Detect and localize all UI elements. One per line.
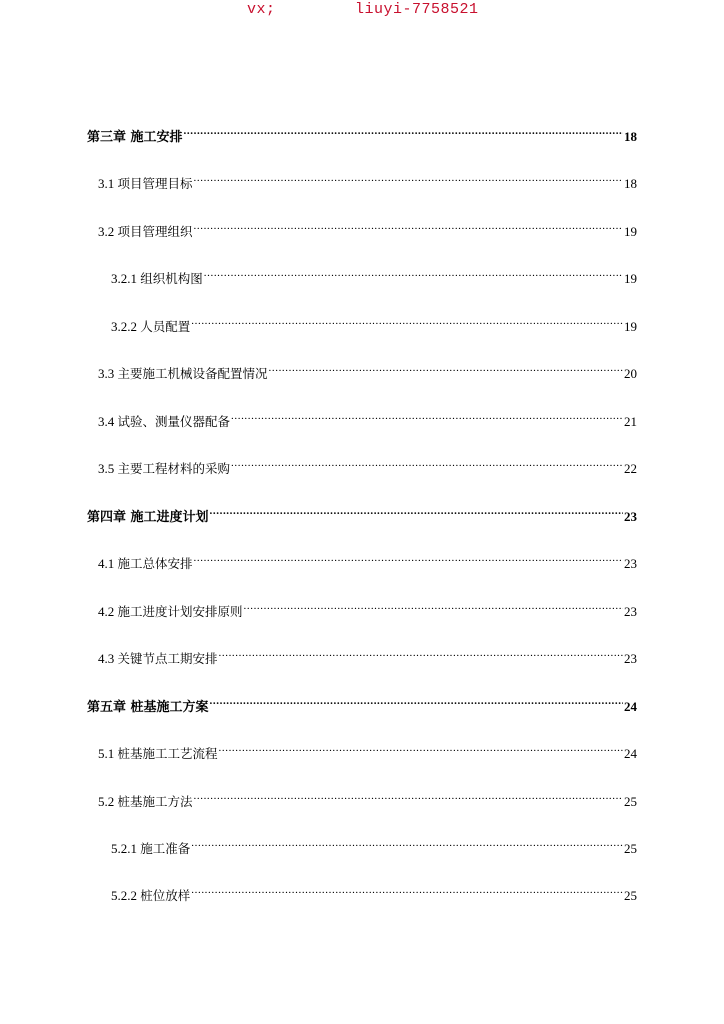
toc-entry-title: [111, 269, 203, 289]
toc-page-number: 18: [624, 176, 637, 191]
toc-section-3-4[interactable]: [98, 406, 637, 429]
toc-entry-text: 桩基施工方案: [130, 700, 209, 715]
toc-entry-title: [87, 507, 209, 528]
toc-dot-leader: [231, 406, 623, 426]
toc-entry-title: [98, 744, 218, 764]
toc-dot-leader: [194, 168, 623, 188]
toc-entry-number: 3.2.2: [111, 319, 141, 334]
toc-entry-title: [98, 792, 193, 812]
toc-dot-leader: [204, 263, 623, 283]
watermark-header: [0, 0, 724, 24]
toc-entry-title: [98, 412, 230, 432]
toc-section-4-3[interactable]: [98, 643, 637, 666]
toc-entry-number: 第三章: [87, 130, 131, 145]
toc-entry-title: [87, 697, 209, 718]
toc-page-number: 23: [624, 651, 637, 666]
toc-chapter-4[interactable]: [87, 501, 637, 525]
watermark-contact-label: vx;: [247, 1, 276, 18]
toc-dot-leader: [184, 121, 623, 141]
toc-section-3-2[interactable]: [98, 216, 637, 239]
toc-page-number: 24: [624, 746, 637, 761]
watermark-contact-id: liuyi-7758521: [355, 1, 479, 18]
toc-dot-leader: [244, 596, 623, 616]
toc-entry-title: [111, 839, 190, 859]
toc-entry-title: [98, 459, 230, 479]
toc-chapter-3[interactable]: [87, 121, 637, 145]
toc-entry-title: [87, 127, 183, 148]
toc-dot-leader: [191, 880, 623, 900]
toc-entry-number: 4.2: [98, 604, 118, 619]
toc-entry-number: 3.3: [98, 366, 118, 381]
toc-dot-leader: [194, 548, 623, 568]
toc-dot-leader: [231, 453, 623, 473]
toc-entry-text: 项目管理目标: [117, 176, 193, 191]
toc-entry-text: 主要工程材料的采购: [117, 461, 231, 476]
toc-page-number: 19: [624, 271, 637, 286]
toc-page-number: 23: [624, 509, 637, 524]
toc-section-5-2-1[interactable]: [111, 833, 637, 856]
toc-entry-text: 主要施工机械设备配置情况: [117, 366, 268, 381]
toc-dot-leader: [191, 833, 623, 853]
toc-entry-title: [98, 222, 193, 242]
toc-section-5-1[interactable]: [98, 738, 637, 761]
toc-dot-leader: [191, 311, 623, 331]
toc-page-number: 25: [624, 794, 637, 809]
toc-page-number: 20: [624, 366, 637, 381]
toc-page-number: 24: [624, 699, 637, 714]
toc-section-5-2-2[interactable]: [111, 880, 637, 903]
toc-entry-number: 5.2.1: [111, 841, 141, 856]
toc-entry-title: [98, 364, 268, 384]
toc-chapter-5[interactable]: [87, 691, 637, 715]
toc-page-number: 23: [624, 604, 637, 619]
toc-section-3-5[interactable]: [98, 453, 637, 476]
toc-entry-text: 施工安排: [130, 130, 183, 145]
toc-entry-number: 3.5: [98, 461, 118, 476]
toc-page-number: 23: [624, 556, 637, 571]
toc-entry-number: 5.2: [98, 794, 118, 809]
toc-section-3-3[interactable]: [98, 358, 637, 381]
toc-dot-leader: [269, 358, 623, 378]
toc-section-3-2-1[interactable]: [111, 263, 637, 286]
toc-entry-title: [98, 649, 218, 669]
toc-entry-text: 施工进度计划安排原则: [117, 604, 243, 619]
toc-page-number: 25: [624, 841, 637, 856]
toc-entry-title: [111, 317, 190, 337]
toc-entry-number: 5.1: [98, 746, 118, 761]
toc-entry-text: 桩基施工工艺流程: [117, 746, 218, 761]
toc-entry-title: [98, 554, 193, 574]
toc-page-number: 25: [624, 888, 637, 903]
toc-section-5-2[interactable]: [98, 786, 637, 809]
toc-entry-text: 关键节点工期安排: [117, 651, 218, 666]
toc-dot-leader: [219, 738, 623, 758]
toc-entry-number: 3.2: [98, 224, 118, 239]
toc-entry-text: 施工进度计划: [130, 510, 209, 525]
toc-entry-title: [98, 602, 243, 622]
toc-dot-leader: [210, 691, 623, 711]
toc-section-3-2-2[interactable]: [111, 311, 637, 334]
toc-entry-text: 项目管理组织: [117, 224, 193, 239]
toc-dot-leader: [194, 216, 623, 236]
toc-entry-title: [111, 886, 190, 906]
toc-section-4-2[interactable]: [98, 596, 637, 619]
toc-entry-number: 3.2.1: [111, 271, 141, 286]
toc-entry-text: 试验、测量仪器配备: [117, 414, 231, 429]
toc-entry-text: 桩基施工方法: [117, 794, 193, 809]
toc-entry-text: 桩位放样: [140, 888, 191, 903]
toc-page-number: 19: [624, 224, 637, 239]
toc-entry-number: 3.1: [98, 176, 118, 191]
toc-section-3-1[interactable]: [98, 168, 637, 191]
toc-dot-leader: [219, 643, 623, 663]
toc-entry-number: 第五章: [87, 700, 131, 715]
toc-entry-number: 5.2.2: [111, 888, 141, 903]
toc-dot-leader: [210, 501, 623, 521]
toc-dot-leader: [194, 786, 623, 806]
toc-entry-text: 施工总体安排: [117, 556, 193, 571]
toc-entry-title: [98, 174, 193, 194]
toc-entry-number: 3.4: [98, 414, 118, 429]
toc-entry-number: 4.1: [98, 556, 118, 571]
toc-section-4-1[interactable]: [98, 548, 637, 571]
toc-page-number: 22: [624, 461, 637, 476]
toc-entry-text: 人员配置: [140, 319, 191, 334]
toc-page-number: 18: [624, 129, 637, 144]
toc-page-number: 21: [624, 414, 637, 429]
toc-entry-text: 组织机构图: [140, 271, 203, 286]
toc-page-number: 19: [624, 319, 637, 334]
toc-entry-number: 第四章: [87, 510, 131, 525]
toc-entry-text: 施工准备: [140, 841, 191, 856]
toc-entry-number: 4.3: [98, 651, 118, 666]
